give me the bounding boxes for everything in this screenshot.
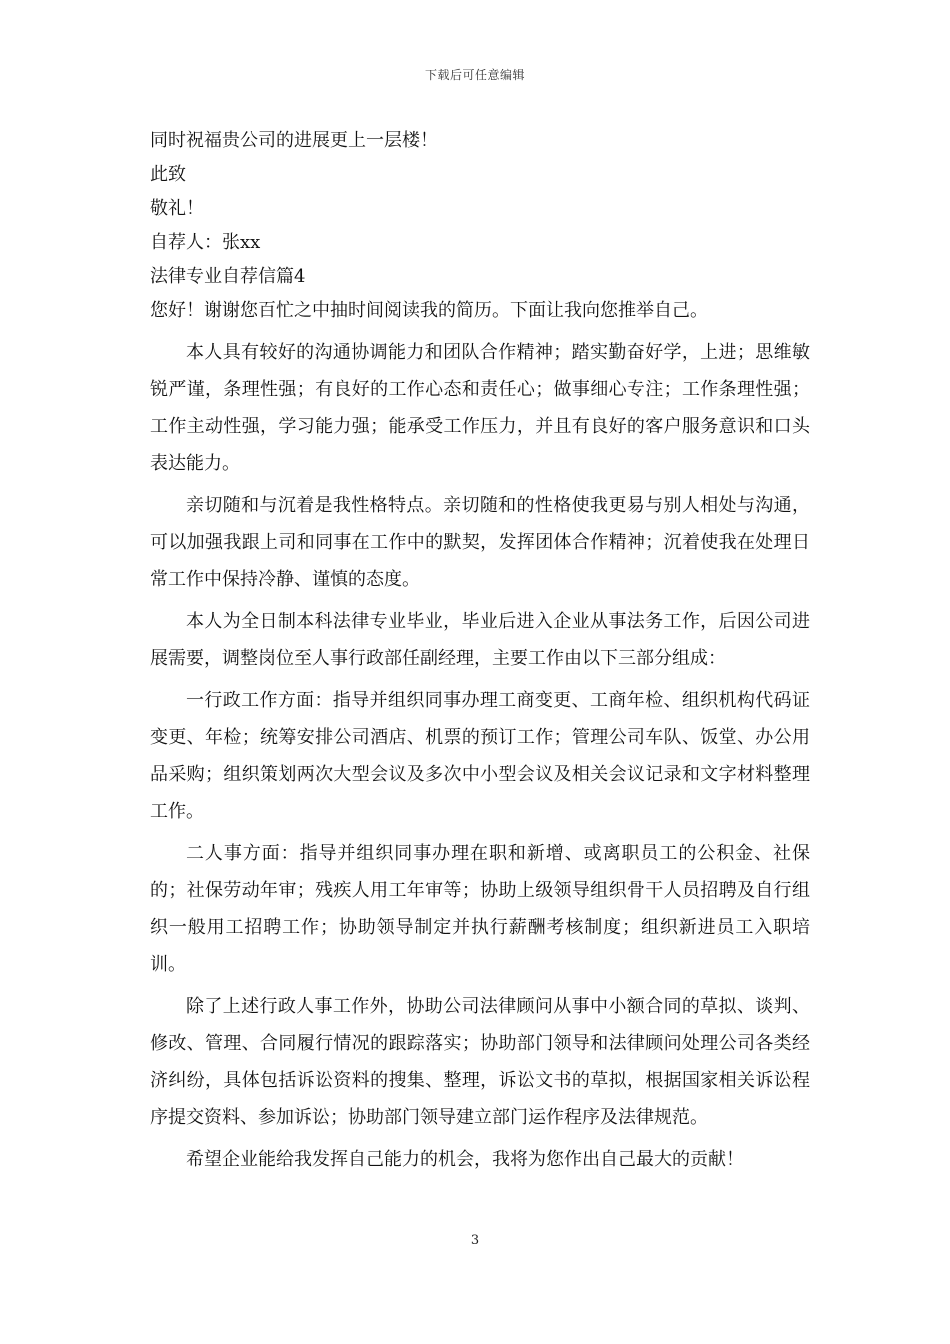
section-title: 法律专业自荐信篇4 [150,266,306,287]
document-body [150,124,810,1183]
paragraph-legal-work: 除了上述行政人事工作外，协助公司法律顾问从事中小额合同的草拟、谈判、修改、管理、合同履行情况的跟踪落实；协助部门领导和法律顾问处理公司各类经济纠纷，具体包括诉讼资料的搜集、整理，诉讼文书的草拟，根据国家相关诉讼程序提交资料、参加诉讼；协助部门领导建立部门运作程序及法律规范。 [150,996,810,1128]
letter-wish: 同时祝福贵公司的进展更上一层楼！ [150,130,438,151]
paragraph-education: 本人为全日制本科法律专业毕业，毕业后进入企业从事法务工作，后因公司进展需要，调整岗位至人事行政部任副经理，主要工作由以下三部分组成： [150,611,810,669]
section-greeting: 您好！谢谢您百忙之中抽时间阅读我的简历。下面让我向您推举自己。 [150,300,708,321]
letter-closing: 此致 [150,164,186,185]
paragraph-abilities: 本人具有较好的沟通协调能力和团队合作精神；踏实勤奋好学，上进；思维敏锐严谨，条理性强；有良好的工作心态和责任心；做事细心专注；工作条理性强；工作主动性强，学习能力强；能承受工作压力，并且有良好的客户服务意识和口头表达能力。 [150,342,810,474]
paragraph-closing-hope: 希望企业能给我发挥自己能力的机会，我将为您作出自己最大的贡献！ [186,1149,744,1170]
paragraph-hr-work: 二人事方面：指导并组织同事办理在职和新增、或离职员工的公积金、社保的；社保劳动年审；残疾人用工年审等；协助上级领导组织骨干人员招聘及自行组织一般用工招聘工作；协助领导制定并执行薪酬考核制度；组织新进员工入职培训。 [150,843,810,975]
paragraph-admin-work: 一行政工作方面：指导并组织同事办理工商变更、工商年检、组织机构代码证变更、年检；统筹安排公司酒店、机票的预订工作；管理公司车队、饭堂、办公用品采购；组织策划两次大型会议及多次中小型会议及相关会议记录和文字材料整理工作。 [150,690,810,822]
letter-salute: 敬礼！ [150,198,204,219]
header-note: 下载后可任意编辑 [424,68,525,82]
page-number: 3 [470,1233,480,1248]
letter-signature: 自荐人：张xx [150,232,261,253]
paragraph-personality: 亲切随和与沉着是我性格特点。亲切随和的性格使我更易与别人相处与沟通，可以加强我跟上司和同事在工作中的默契，发挥团体合作精神；沉着使我在处理日常工作中保持冷静、谨慎的态度。 [150,495,810,590]
